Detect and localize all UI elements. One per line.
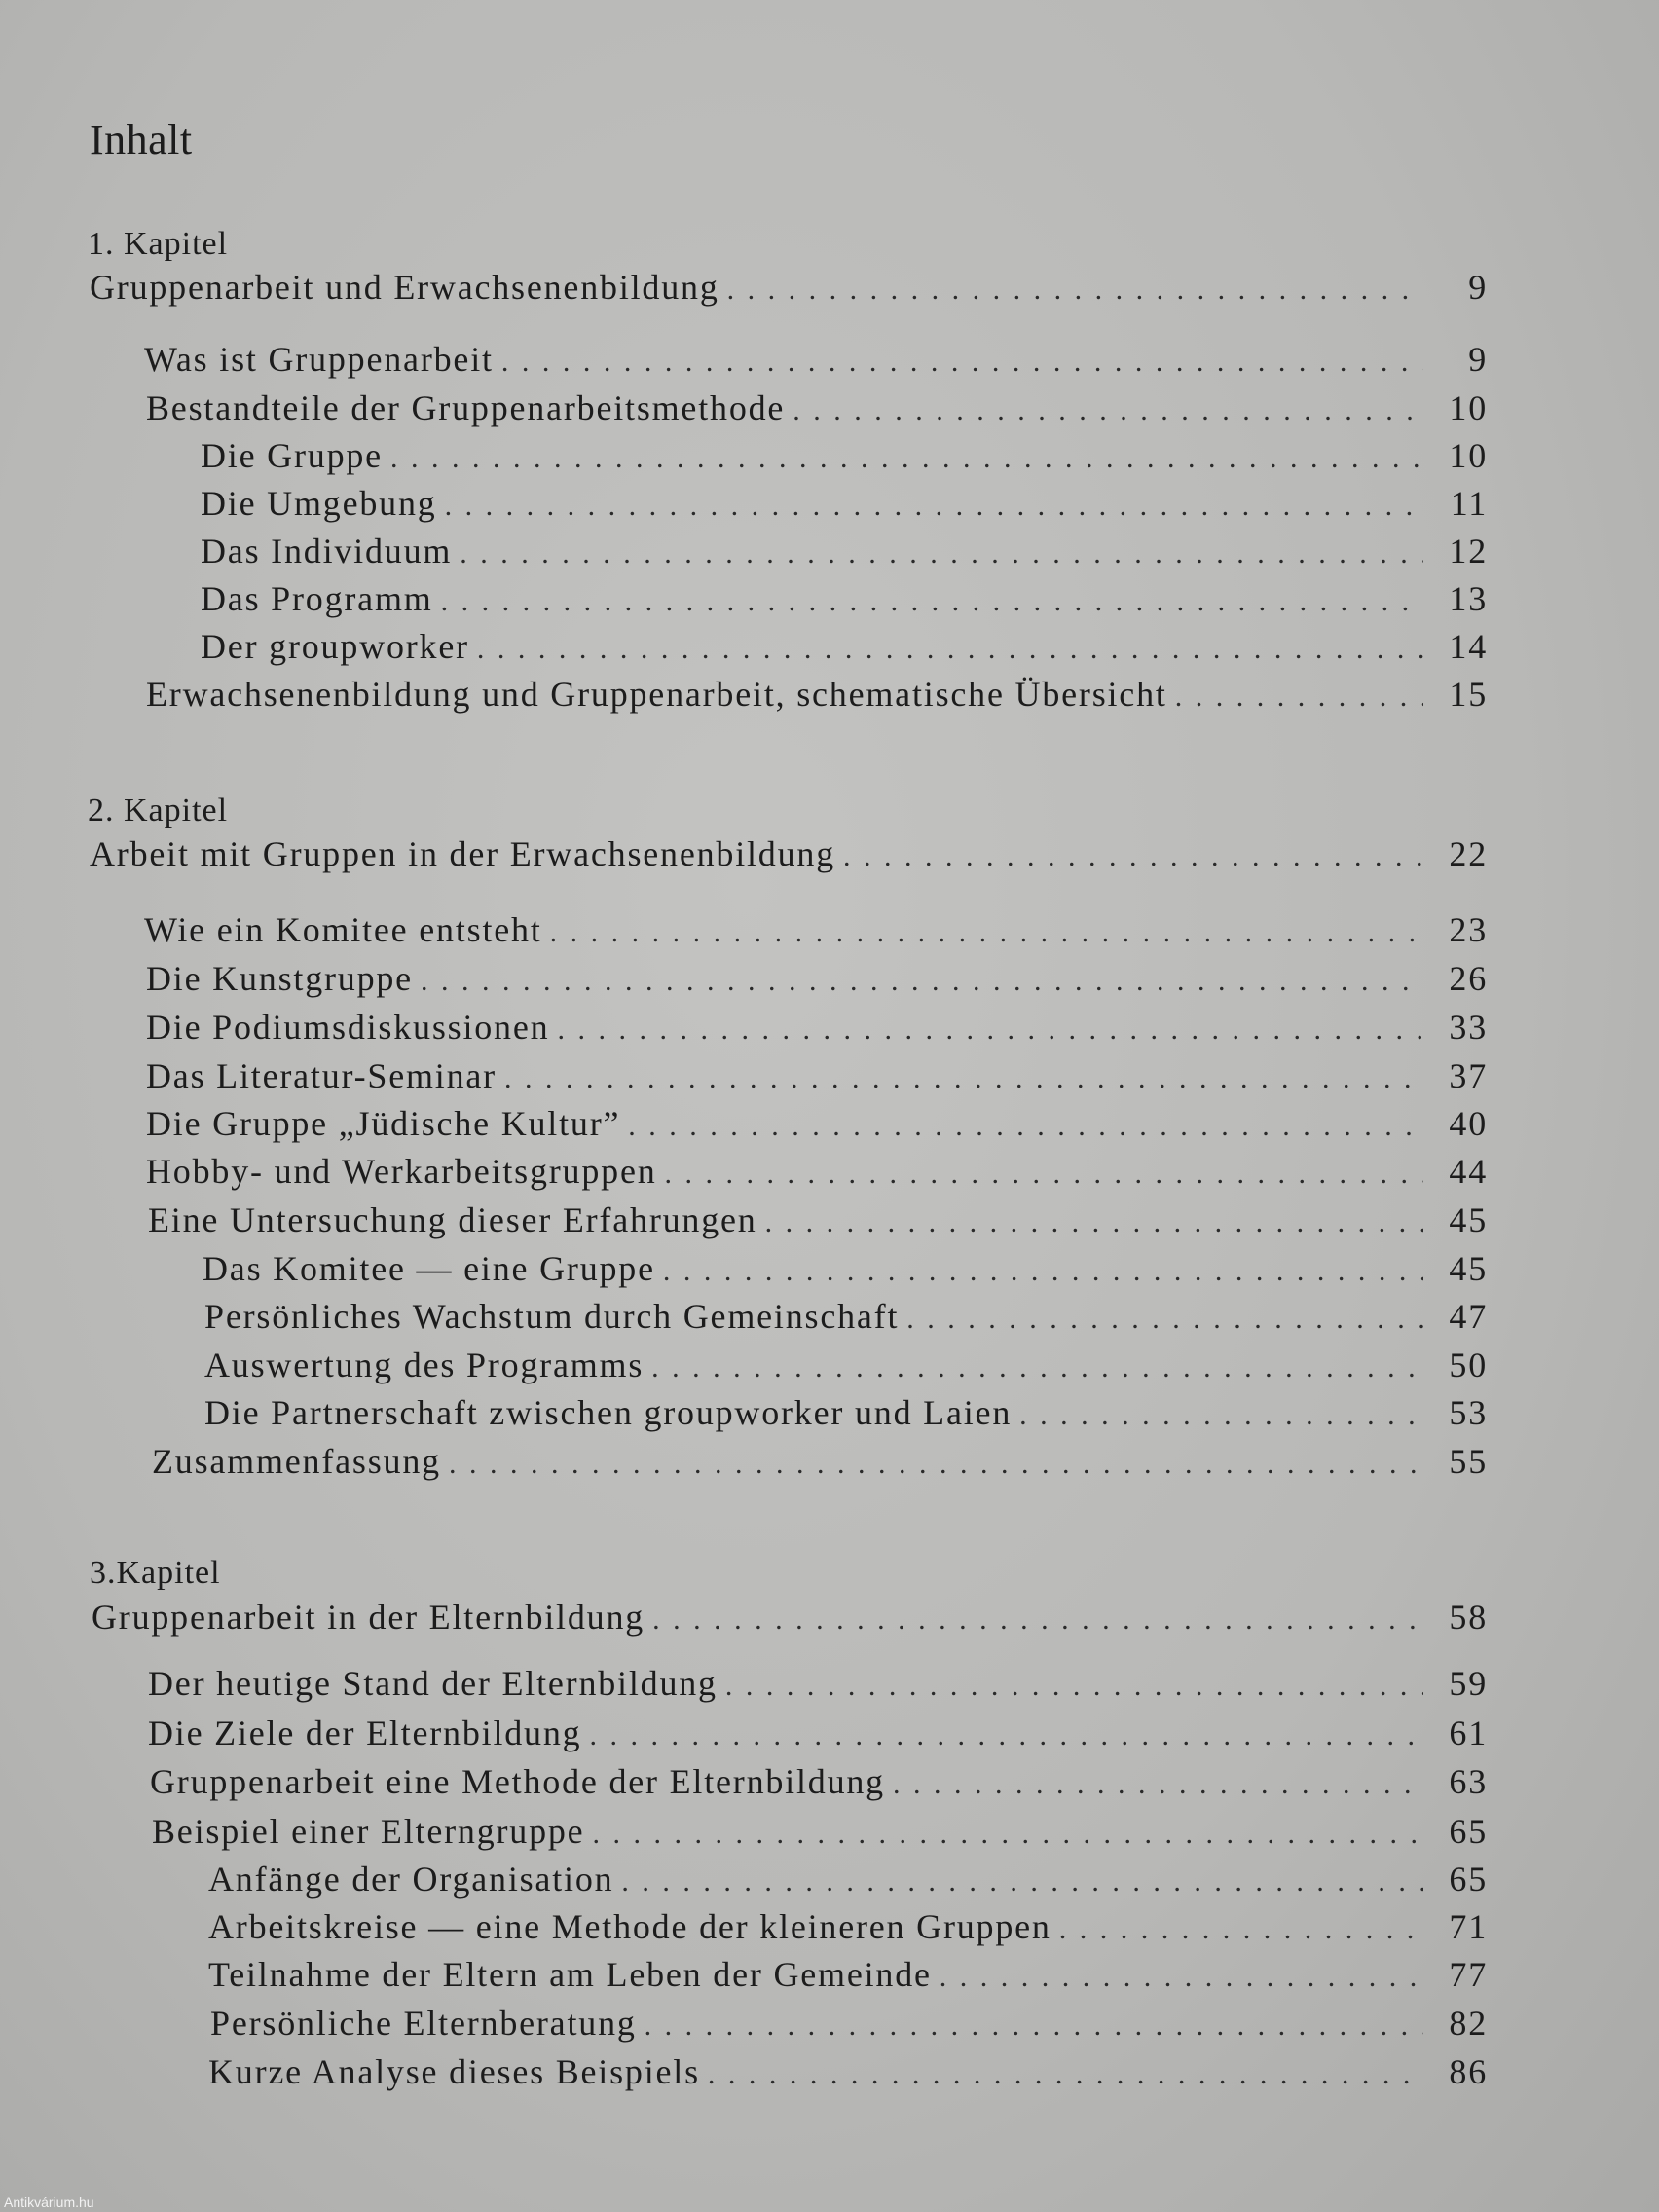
toc-entry-page: 50 xyxy=(1449,1346,1488,1384)
leader-dots xyxy=(628,1110,1423,1149)
toc-entry-page: 33 xyxy=(1449,1008,1488,1047)
leader-dots xyxy=(1175,681,1423,719)
toc-entry xyxy=(146,1151,1488,1196)
leader-dots xyxy=(460,537,1423,576)
leader-dots xyxy=(765,1206,1423,1245)
leader-dots xyxy=(501,346,1423,385)
toc-entry xyxy=(148,1663,1488,1708)
toc-entry xyxy=(203,1248,1488,1293)
toc-entry-title: Der groupworker xyxy=(201,627,469,666)
toc-entry xyxy=(146,1007,1488,1051)
toc-entry-title: Die Podiumsdiskussionen xyxy=(146,1008,550,1047)
toc-entry-page: 45 xyxy=(1449,1249,1488,1288)
leader-dots xyxy=(421,965,1423,1004)
toc-entry-title: Teilnahme der Eltern am Leben der Gemeinde xyxy=(208,1955,932,1994)
toc-entry-page: 22 xyxy=(1449,834,1488,873)
leader-dots xyxy=(663,1255,1423,1294)
leader-dots xyxy=(793,394,1423,433)
toc-entry-page: 58 xyxy=(1449,1598,1488,1637)
toc-entry-title: Persönliche Elternberatung xyxy=(210,2004,637,2043)
leader-dots xyxy=(645,2009,1423,2048)
toc-entry-page: 55 xyxy=(1449,1442,1488,1481)
toc-entry-title: Der heutige Stand der Elternbildung xyxy=(148,1664,718,1703)
leader-dots xyxy=(449,1448,1423,1487)
toc-entry-title: Gruppenarbeit und Erwachsenenbildung xyxy=(90,268,719,307)
toc-entry xyxy=(146,674,1488,719)
toc-entry-title: Die Kunstgruppe xyxy=(146,959,413,998)
leader-dots xyxy=(1059,1913,1423,1952)
leader-dots xyxy=(906,1303,1423,1342)
toc-entry-page: 26 xyxy=(1449,959,1488,998)
toc-entry xyxy=(201,435,1488,480)
toc-entry xyxy=(146,958,1488,1003)
toc-entry xyxy=(152,1811,1488,1856)
toc-entry-title: Arbeitskreise — eine Methode der kleineren Gruppen xyxy=(208,1907,1051,1946)
toc-entry xyxy=(204,1296,1488,1341)
toc-entry xyxy=(201,531,1488,575)
toc-entry-title: Die Ziele der Elternbildung xyxy=(148,1714,582,1752)
toc-entry xyxy=(208,1906,1488,1951)
toc-entry-title: Die Gruppe xyxy=(201,436,383,475)
toc-entry-page: 40 xyxy=(1449,1104,1488,1143)
toc-entry-title: Die Gruppe „Jüdische Kultur” xyxy=(146,1104,621,1143)
leader-dots xyxy=(1019,1399,1423,1438)
toc-entry-page: 63 xyxy=(1449,1762,1488,1801)
toc-entry xyxy=(90,833,1488,878)
toc-entry-page: 86 xyxy=(1449,2052,1488,2091)
toc-entry-title: Wie ein Komitee entsteht xyxy=(144,910,542,949)
leader-dots xyxy=(843,840,1423,879)
leader-dots xyxy=(727,274,1423,313)
toc-entry xyxy=(201,483,1488,528)
toc-entry-page: 77 xyxy=(1449,1955,1488,1994)
toc-entry-title: Arbeit mit Gruppen in der Erwachsenenbildung xyxy=(90,834,836,873)
toc-entry-page: 14 xyxy=(1449,627,1488,666)
toc-entry-title: Anfänge der Organisation xyxy=(208,1860,614,1899)
leader-dots xyxy=(708,2058,1423,2097)
leader-dots xyxy=(651,1351,1423,1390)
toc-entry-page: 13 xyxy=(1449,579,1488,618)
toc-entry-title: Das Komitee — eine Gruppe xyxy=(203,1249,655,1288)
page-title: Inhalt xyxy=(90,116,193,164)
toc-entry xyxy=(204,1392,1488,1437)
toc-entry-page: 44 xyxy=(1449,1152,1488,1191)
toc-entry-title: Das Individuum xyxy=(201,532,453,571)
toc-entry-title: Die Partnerschaft zwischen groupworker und Laien xyxy=(204,1393,1013,1432)
toc-entry-page: 23 xyxy=(1449,910,1488,949)
toc-entry-page: 53 xyxy=(1449,1393,1488,1432)
toc-entry-page: 45 xyxy=(1449,1200,1488,1239)
leader-dots xyxy=(589,1719,1423,1758)
toc-entry xyxy=(146,387,1488,432)
toc-entry-page: 10 xyxy=(1449,388,1488,427)
toc-entry xyxy=(210,2003,1488,2047)
toc-entry-page: 37 xyxy=(1449,1056,1488,1095)
toc-entry xyxy=(204,1345,1488,1389)
watermark: Antikvárium.hu xyxy=(4,2194,94,2210)
leader-dots xyxy=(477,633,1423,672)
toc-entry-page: 10 xyxy=(1449,436,1488,475)
toc-entry xyxy=(148,1713,1488,1757)
toc-entry-title: Auswertung des Programms xyxy=(204,1346,645,1384)
toc-entry-page: 65 xyxy=(1449,1812,1488,1851)
toc-entry-title: Eine Untersuchung dieser Erfahrungen xyxy=(148,1200,757,1239)
toc-entry xyxy=(92,1597,1488,1641)
toc-entry-page: 15 xyxy=(1449,675,1488,714)
toc-entry xyxy=(146,1103,1488,1148)
toc-entry-title: Erwachsenenbildung und Gruppenarbeit, schematische Übersicht xyxy=(146,675,1167,714)
toc-entry xyxy=(148,1199,1488,1244)
toc-entry-title: Kurze Analyse dieses Beispiels xyxy=(208,2052,700,2091)
toc-entry-page: 9 xyxy=(1468,268,1488,307)
leader-dots xyxy=(725,1670,1423,1709)
toc-entry xyxy=(152,1441,1488,1486)
leader-dots xyxy=(940,1961,1423,2000)
toc-entry-title: Zusammenfassung xyxy=(152,1442,441,1481)
toc-entry-title: Die Umgebung xyxy=(201,484,437,523)
leader-dots xyxy=(445,490,1423,529)
leader-dots xyxy=(504,1062,1423,1101)
toc-entry xyxy=(208,1859,1488,1903)
leader-dots xyxy=(390,442,1423,481)
toc-entry-title: Persönliches Wachstum durch Gemeinschaft xyxy=(204,1297,900,1336)
leader-dots xyxy=(665,1158,1423,1197)
toc-entry-title: Gruppenarbeit eine Methode der Elternbildung xyxy=(150,1762,885,1801)
chapter-3-label: 3.Kapitel xyxy=(90,1555,221,1591)
toc-entry-page: 12 xyxy=(1449,532,1488,571)
toc-entry-title: Hobby- und Werkarbeitsgruppen xyxy=(146,1152,657,1191)
toc-entry xyxy=(208,2051,1488,2096)
toc-entry-page: 61 xyxy=(1449,1714,1488,1752)
toc-entry xyxy=(144,339,1488,384)
toc-entry xyxy=(201,578,1488,623)
chapter-2-label: 2. Kapitel xyxy=(88,793,229,829)
toc-entry-title: Das Programm xyxy=(201,579,433,618)
toc-entry-title: Gruppenarbeit in der Elternbildung xyxy=(92,1598,645,1637)
leader-dots xyxy=(652,1604,1423,1642)
toc-entry-title: Bestandteile der Gruppenarbeitsmethode xyxy=(146,388,786,427)
toc-entry xyxy=(208,1954,1488,1999)
toc-entry-page: 65 xyxy=(1449,1860,1488,1899)
leader-dots xyxy=(893,1768,1423,1807)
leader-dots xyxy=(441,585,1423,624)
toc-entry xyxy=(150,1761,1488,1806)
toc-entry xyxy=(201,626,1488,671)
chapter-1-label: 1. Kapitel xyxy=(88,226,229,262)
leader-dots xyxy=(550,916,1423,955)
toc-entry-page: 71 xyxy=(1449,1907,1488,1946)
toc-entry-title: Das Literatur-Seminar xyxy=(146,1056,497,1095)
leader-dots xyxy=(621,1865,1423,1904)
leader-dots xyxy=(557,1014,1423,1052)
toc-entry xyxy=(90,267,1488,312)
toc-entry-title: Beispiel einer Elterngruppe xyxy=(152,1812,585,1851)
leader-dots xyxy=(592,1818,1423,1857)
toc-entry-page: 9 xyxy=(1468,340,1488,379)
toc-entry-title: Was ist Gruppenarbeit xyxy=(144,340,494,379)
toc-entry-page: 47 xyxy=(1449,1297,1488,1336)
toc-entry-page: 11 xyxy=(1450,484,1488,523)
toc-entry xyxy=(146,1055,1488,1100)
toc-entry-page: 59 xyxy=(1449,1664,1488,1703)
toc-entry xyxy=(144,909,1488,954)
toc-entry-page: 82 xyxy=(1449,2004,1488,2043)
